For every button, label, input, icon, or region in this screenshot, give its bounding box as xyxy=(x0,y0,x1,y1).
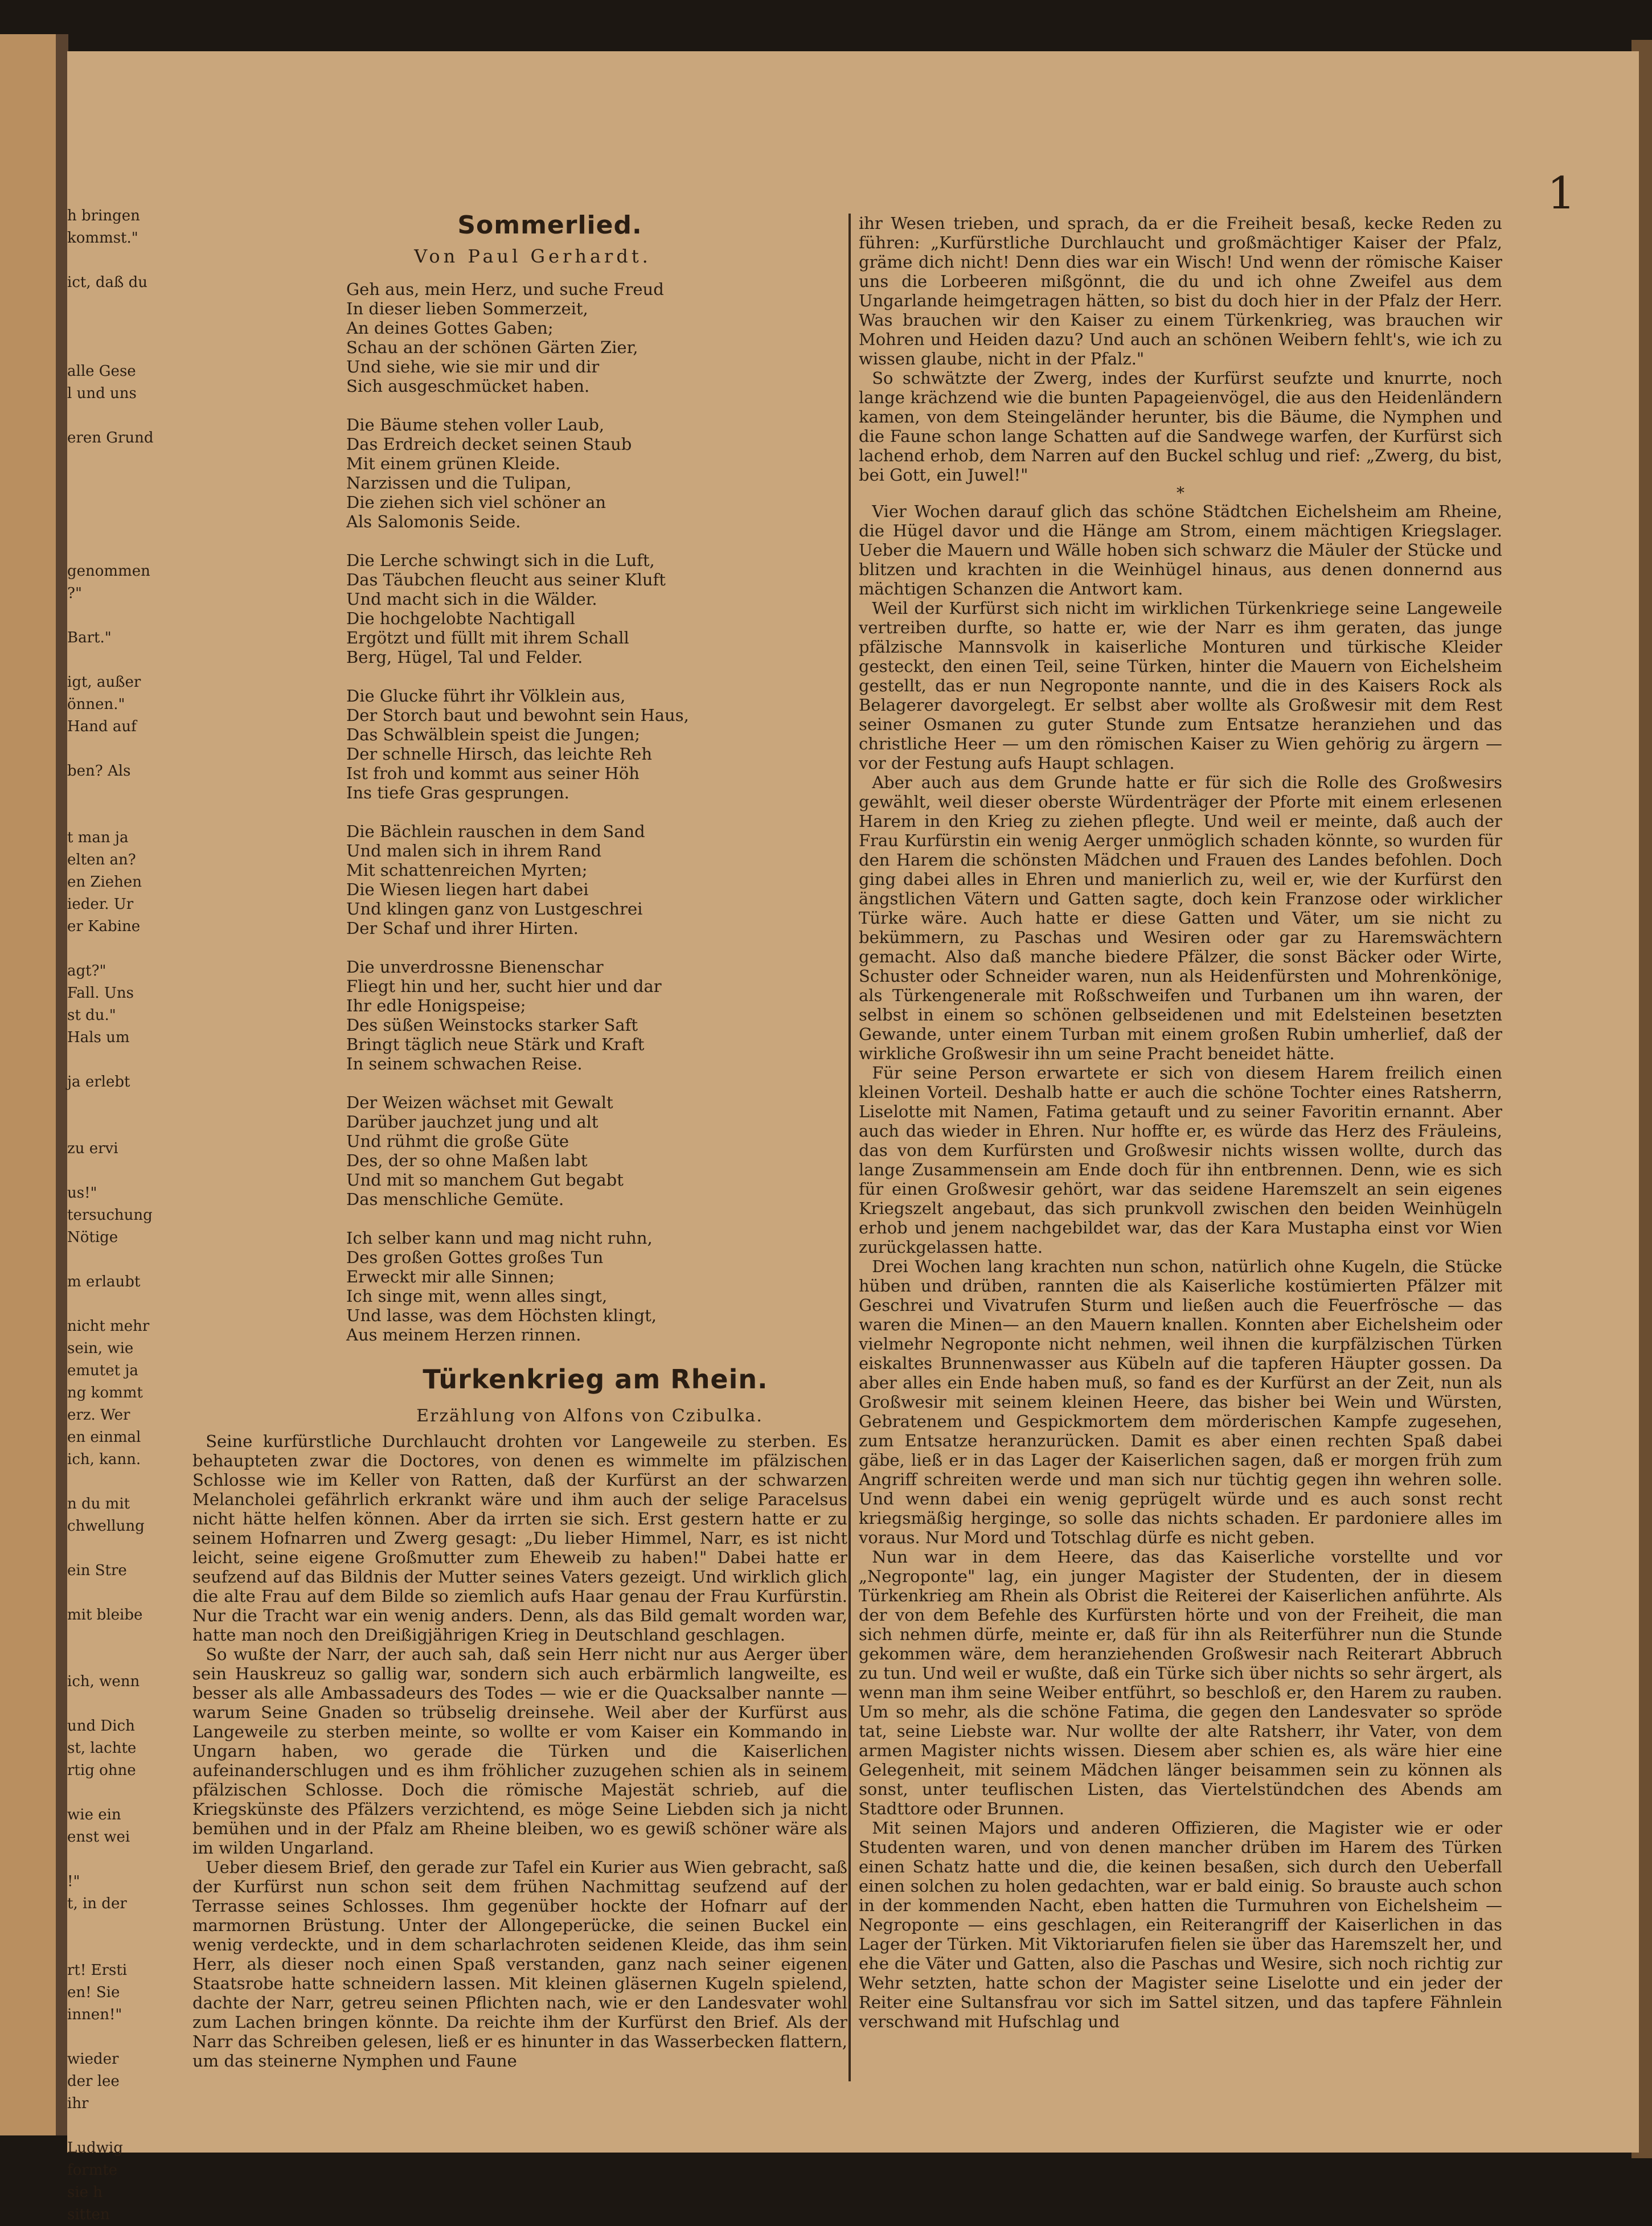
facing-page-fragment: genommen xyxy=(67,563,150,580)
story-paragraph: Aber auch aus dem Grunde hatte er für sich die Rolle des Großwesirs gewählt, weil dieser oberste Würdenträger der Pforte mit einem erlesenen Harem in den Krieg zu ziehen pflegte. Und weil er meinte, daß auch der Frau Kurfürstin ein wenig Aerger unmöglich schaden könnte, so wurden für den Harem die schönsten Mädchen und Frauen des Landes befohlen. Doch ging dabei alles in Ehren und manierlich zu, weil er, wie der Kurfürst den ängstlichen Vätern und Gatten sagte, doch kein Franzose oder wirklicher Türke wäre. Auch hatte er diese Gatten und Väter, um sie nicht zu bekümmern, zu Paschas und Wesiren oder gar zu Haremswächtern gemacht. Also daß manche biedere Pfälzer, die sonst Bäcker oder Wirte, Schuster oder Schneider waren, nun als Heidenfürsten und Mohrenkönige, als Türkengenerale mit Roßschweifen und Turbanen um ihn waren, der selbst in einem so schönen gelbseidenen und mit Edelsteinen besetzten Gewande, unter einem Turban mit einem großen Rubin umherlief, daß der wirkliche Großwesir ihn um seine Pracht beneidet hätte. xyxy=(859,773,1502,1063)
facing-page-fragment xyxy=(67,538,121,560)
story-paragraph: Seine kurfürstliche Durchlaucht drohten vor Langeweile zu sterben. Es behaupteten zwar die Doctores, von denen es wimmelte im pfälzischen Schlosse wie im Keller von Ratten, daß der Kurfürst an der schwarzen Melancholei gefährlich erkrankt wäre und ihm auch der selige Paracelsus nicht hätte helfen können. Aber da irrten sie sich. Erst gestern hatte er zu seinem Hofnarren und Zwerg gesagt: „Du lieber Himmel, Narr, es ist nicht leicht, seine eigene Großmutter zum Eheweib zu haben!" Dabei hatte er seufzend auf das Bildnis der Mutter seines Vaters gezeigt. Und wirklich glich die alte Frau auf dem Bilde so ziemlich aufs Haar genau der Frau Kurfürstin. Nur die Tracht war ein wenig anders. Denn, als das Bild gemalt worden war, hatte man noch den Dreißigjährigen Krieg in Deutschland geschlagen. xyxy=(192,1432,847,1645)
facing-page-fragment: Hand auf xyxy=(67,718,137,735)
facing-page-fragment: rt! Ersti xyxy=(67,1962,128,1979)
poem-verse: Mit schattenreichen Myrten; xyxy=(346,860,588,880)
facing-page-fragment xyxy=(67,2026,121,2048)
poem-title: Sommerlied. xyxy=(457,211,642,240)
facing-page-fragment: Nötige xyxy=(67,1229,118,1246)
poem-verse: Und malen sich in ihrem Rand xyxy=(346,841,602,860)
poem-verse: Darüber jauchzet jung und alt xyxy=(346,1112,599,1132)
poem-verse: Die hochgelobte Nachtigall xyxy=(346,609,575,628)
story-paragraph: Mit seinen Majors und anderen Offizieren, die Magister wie er oder Studenten waren, und von denen mancher drüben im Harem des Türken einen Schatz hatte und die, die keinen besaßen, sich durch den Ueberfall einen solchen zu holen gedachten, war er bald einig. So brauste auch schon in der kommenden Nacht, eben hatten die Turmuhren von Eichelsheim — Negroponte — eins geschlagen, ein Reiterangriff der Kaiserlichen in das Lager der Türken. Mit Viktoriarufen fielen sie über das Haremszelt her, und ehe die Väter und Gatten, also die Paschas und Wesire, sich noch richtig zur Wehr setzten, hatte schon der Magister seine Liselotte und ein jeder der Reiter eine Sultansfrau vor sich im Sattel sitzen, und das tapfere Fähnlein verschwand mit Hufschlag und xyxy=(859,1818,1502,2031)
poem-verse: Mit einem grünen Kleide. xyxy=(346,454,560,473)
facing-page-fragment xyxy=(67,249,121,272)
poem-verse: Ist froh und kommt aus seiner Höh xyxy=(346,764,640,783)
poem-verse: Und klingen ganz von Lustgeschrei xyxy=(346,899,643,919)
facing-page-fragment: igt, außer xyxy=(67,674,141,691)
facing-page-fragment xyxy=(67,1538,121,1560)
poem-verse: Ergötzt und füllt mit ihrem Schall xyxy=(346,628,629,647)
facing-page-fragment: wieder xyxy=(67,2051,119,2068)
story-paragraph: Vier Wochen darauf glich das schöne Städtchen Eichelsheim am Rheine, die Hügel davor und die Hänge am Strom, einem mächtigen Kriegslager. Ueber die Mauern und Wälle hoben sich schwarz die Mäuler der Stücke und blitzen und krachten in die Weinhügel hinaus, aus denen donnernd aus mächtigen Schanzen die Antwort kam. xyxy=(859,502,1502,598)
poem-verse: Die unverdrossne Bienenschar xyxy=(346,957,604,977)
poem-verse: Geh aus, mein Herz, und suche Freud xyxy=(346,280,664,299)
facing-page-fragment: sitten xyxy=(67,2206,110,2223)
facing-page-fragment xyxy=(67,782,121,805)
facing-page-fragment xyxy=(67,1093,121,1116)
facing-page-fragment: ict, daß du xyxy=(67,274,148,291)
facing-page-fragment xyxy=(67,1582,121,1604)
poem-verse: Fliegt hin und her, sucht hier und dar xyxy=(346,977,662,996)
facing-page-fragment: ich, wenn xyxy=(67,1673,140,1690)
facing-page-fragment: emutet ja xyxy=(67,1362,138,1379)
facing-page-fragment: us!" xyxy=(67,1184,97,1202)
facing-page-fragment xyxy=(67,1937,121,1959)
poem-verse: In dieser lieben Sommerzeit, xyxy=(346,299,588,318)
page-number: 1 xyxy=(1547,168,1576,219)
facing-page-fragment: Fall. Uns xyxy=(67,985,134,1002)
facing-page-fragment: m erlaubt xyxy=(67,1273,141,1290)
facing-page-fragment: agt?" xyxy=(67,962,106,979)
facing-page-fragment: erz. Wer xyxy=(67,1407,130,1424)
facing-page-fragment xyxy=(67,472,121,494)
poem-verse: Als Salomonis Seide. xyxy=(346,512,521,531)
poem-verse: Ich selber kann und mag nicht ruhn, xyxy=(346,1228,653,1248)
poem-verse: Des süßen Weinstocks starker Saft xyxy=(346,1015,638,1035)
facing-page-fragment: formte xyxy=(67,2162,118,2179)
facing-page-fragment xyxy=(67,805,121,827)
poem-body xyxy=(249,280,850,1344)
facing-page-fragment xyxy=(67,1848,121,1871)
poem-verse: An deines Gottes Gaben; xyxy=(346,318,554,338)
facing-page-fragment: !" xyxy=(67,1873,80,1890)
facing-page-fragment: chwellung xyxy=(67,1518,145,1535)
poem-verse: Und lasse, was dem Höchsten klingt, xyxy=(346,1306,657,1325)
facing-page-fragment: önnen." xyxy=(67,696,125,713)
poem-verse: Die Lerche schwingt sich in die Luft, xyxy=(346,551,655,570)
poem-stanza xyxy=(346,551,850,667)
poem-verse: Sich ausgeschmücket haben. xyxy=(346,376,590,396)
poem-author: Von Paul Gerhardt. xyxy=(414,245,651,267)
poem-verse: Die Bächlein rauschen in dem Sand xyxy=(346,822,645,841)
facing-page-fragment xyxy=(67,2115,121,2137)
story-paragraph: Für seine Person erwartete er sich von diesem Harem freilich einen kleinen Vorteil. Deshalb hatte er auch die schöne Tochter eines Ratsherrn, Liselotte mit Namen, Fatima getauft und zu seiner Favoritin ernannt. Aber auch das wieder in Ehren. Nur hoffte er, es würde das Herz des Fräuleins, das von dem Kurfürsten und Großwesir nichts wissen wollte, durch das lange Zusammensein am Ende doch für ihn entbrennen. Denn, wie es sich für einen Großwesir gehört, war das seidene Haremszelt an sein eigenes Kriegszelt angebaut, das sich prunkvoll zwischen den beiden Weinhügeln erhob und jenem nachgebildet war, das der Kara Mustapha einst vor Wien zurückgelassen hatte. xyxy=(859,1063,1502,1257)
poem-stanza xyxy=(346,415,850,531)
poem-stanza xyxy=(346,686,850,802)
story-paragraph: Ueber diesem Brief, den gerade zur Tafel ein Kurier aus Wien gebracht, saß der Kurfürst nun schon seit dem frühen Nachmittag seufzend auf der Terrasse seines Schlosses. Ihm gegenüber hockte der Hofnarr auf der marmornen Brüstung. Unter der Allongeperücke, die seinen Buckel ein wenig verdeckte, und in dem scharlachroten seidenen Kleide, das ihm sein Herr, als dieser noch einen Spaß verstanden, ganz nach seiner eigenen Staatsrobe hatte schneidern lassen. Mit kleinen gläsernen Kugeln spielend, dachte der Narr, getreu seinen Pflichten nach, wie er den Landesvater wohl zum Lachen bringen könnte. Da reichte ihm der Kurfürst den Brief. Als der Narr das Schreiben gelesen, ließ er es hinunter in das Wasserbecken flattern, um das steinerne Nymphen und Faune xyxy=(192,1858,847,2071)
story-paragraph: Drei Wochen lang krachten nun schon, natürlich ohne Kugeln, die Stücke hüben und drüben, rannten die als Kaiserliche kostümierten Pfälzer mit Geschrei und Vivatrufen Sturm und ließen auch die Feuerfrösche — das waren die Minen— an den Mauern knallen. Konnten aber Eichelsheim oder vielmehr Negroponte nicht nehmen, weil ihnen die kurpfälzischen Türken eiskaltes Brunnenwasser aus Kübeln auf die tapferen Häupter gossen. Da aber alles ein Ende haben muß, so fand es der Kurfürst an der Zeit, nun als Großwesir mit seinem kleinen Heere, das bisher bei Wein und Würsten, Gebratenem und Gespickmortem dem mörderischen Kampfe zugesehen, zum Entsatze heranzurücken. Damit es aber einen rechten Spaß dabei gäbe, ließ er in das Lager der Kaiserlichen sagen, daß er morgen früh zum Angriff schreiten werde und man sich nur tüchtig gegen ihn wehren solle. Und wenn dabei ein wenig geprügelt würde und es auch sonst recht kriegsmäßig herginge, so solle das nichts schaden. Er pardoniere alles im voraus. Nur Mord und Totschlag dürfe es nicht geben. xyxy=(859,1257,1502,1547)
facing-page-fragment: eren Grund xyxy=(67,429,154,446)
poem-stanza xyxy=(346,1228,850,1344)
poem-stanza xyxy=(346,957,850,1073)
poem-verse: Des großen Gottes großes Tun xyxy=(346,1248,604,1267)
poem-verse: In seinem schwachen Reise. xyxy=(346,1054,583,1073)
facing-page-fragment: mit bleibe xyxy=(67,1606,143,1624)
facing-page-fragment: sie h xyxy=(67,2184,103,2201)
facing-page-fragment: alle Gese xyxy=(67,363,136,380)
left-column xyxy=(192,211,850,2107)
newspaper-page xyxy=(67,51,1639,2223)
facing-page-fragment: rtig ohne xyxy=(67,1762,136,1779)
facing-page-fragment: h bringen xyxy=(67,207,140,224)
facing-page-fragment xyxy=(67,338,121,360)
facing-page-fragment: ben? Als xyxy=(67,763,131,780)
facing-page-fragment xyxy=(67,1693,121,1715)
facing-page-fragment: st du." xyxy=(67,1007,116,1024)
facing-page-fragment: sein, wie xyxy=(67,1340,134,1357)
poem-verse: Das Schwälblein speist die Jungen; xyxy=(346,725,640,744)
story-title: Türkenkrieg am Rhein. xyxy=(423,1364,768,1395)
poem-verse: Und siehe, wie sie mir und dir xyxy=(346,357,600,376)
facing-page-fragment: Bart." xyxy=(67,629,112,646)
poem-verse: Narzissen und die Tulipan, xyxy=(346,473,572,493)
facing-page-fragment: zu ervi xyxy=(67,1140,118,1157)
poem-verse: Bringt täglich neue Stärk und Kraft xyxy=(346,1035,645,1054)
poem-verse: Ich singe mit, wenn alles singt, xyxy=(346,1286,608,1306)
poem-verse: Und mit so manchem Gut begabt xyxy=(346,1170,624,1190)
facing-page-fragment xyxy=(67,605,121,627)
facing-page-fragment xyxy=(67,294,121,316)
story-paragraph: ihr Wesen trieben, und sprach, da er die Freiheit besaß, kecke Reden zu führen: „Kurfürstliche Durchlaucht und großmächtiger Kaiser der Pfalz, gräme dich nicht! Denn dies war ein Wisch! Und wenn der römische Kaiser uns die Lorbeeren mißgönnt, die du und ich ohne Zweifel aus dem Ungarlande heimgetragen hätten, so bist du doch hier in der Pfalz der Herr. Was brauchen wir den Kaiser zu einem Türkenkrieg, was brauchen wir Mohren und Heiden dazu? Und auch an schönen Weibern fehlt's, wie ich zu wissen glaube, nicht in der Pfalz." xyxy=(859,214,1502,368)
facing-page-fragment: innen!" xyxy=(67,2006,122,2023)
facing-page-fragment: t, in der xyxy=(67,1895,127,1912)
poem-stanza xyxy=(346,1093,850,1209)
poem-verse: Das Täubchen fleucht aus seiner Kluft xyxy=(346,570,666,589)
facing-page-fragment xyxy=(67,1915,121,1937)
facing-page-fragment: ein Stre xyxy=(67,1562,127,1579)
facing-page-fragment: en! Sie xyxy=(67,1984,120,2001)
poem-verse: Der Weizen wächset mit Gewalt xyxy=(346,1093,613,1112)
story-paragraph: Weil der Kurfürst sich nicht im wirklichen Türkenkriege seine Langeweile vertreiben durfte, so hatte er, wie der Narr es ihm geraten, das junge pfälzische Mannsvolk in kaiserliche Monturen und türkische Kleider gesteckt, den einen Teil, seine Türken, hinter die Mauern von Eichelsheim gestellt, das er nun Negroponte nannte, und die in des Kaisers Rock als Belagerer davorgelegt. Er selbst aber wollte als Großwesir mit dem Rest seiner Osmanen zu guter Stunde zum Entsatze heranziehen und das christliche Heer — um den römischen Kaiser zu Wien gehörig zu ärgern — vor der Festung aufs Haupt schlagen. xyxy=(859,598,1502,773)
book-gutter xyxy=(56,34,68,2135)
poem-verse: Aus meinem Herzen rinnen. xyxy=(346,1325,581,1344)
facing-page-fragment xyxy=(67,1160,121,1182)
story-byline: Erzählung von Alfons von Czibulka. xyxy=(416,1406,763,1426)
poem-verse: Erweckt mir alle Sinnen; xyxy=(346,1267,555,1286)
facing-page-fragment xyxy=(67,1782,121,1804)
story-text-right xyxy=(847,214,1514,2031)
facing-page-fragment xyxy=(67,405,121,427)
facing-page-fragment xyxy=(67,494,121,516)
facing-page-fragment xyxy=(67,1049,121,1071)
story-paragraph: So wußte der Narr, der auch sah, daß sein Herr nicht nur aus Aerger über sein Hauskreuz so gallig war, sondern sich auch erbärmlich langweilte, es besser als alle Ambassadeurs des Todes — wie er die Quacksalber nannte — warum Seine Gnaden so trübselig dreinsehe. Weil aber der Kurfürst aus Langeweile zu sterben meinte, so wollte er vom Kaiser ein Kommando in Ungarn haben, wo gerade die Türken und die Kaiserlichen aufeinanderschlugen und es ihm fröhlicher zuzugehen schien als in seinem pfälzischen Schlosse. Doch die römische Majestät schrieb, auf die Kriegskünste des Pfälzers verzichtend, es möge Seine Liebden sich ja nicht bemühen und in der Pfalz am Rheine bleiben, wo es gewiß schöner wäre als im wilden Ungarland. xyxy=(192,1645,847,1858)
story-paragraph: Nun war in dem Heere, das das Kaiserliche vorstellte und vor „Negroponte" lag, ein junger Magister der Studenten, der in diesem Türkenkrieg am Rhein als Obrist die Reiterei der Kaiserlichen anführte. Als der von dem Befehle des Kurfürsten hörte und von der Freiheit, die man sich nehmen dürfe, meinte er, daß für ihn als Reiterführer nun die Stunde gekommen wäre, dem heranziehenden Großwesir nach Reiterart Abbruch zu tun. Und weil er wußte, daß ein Türke sich über nichts so sehr ärgert, als wenn man ihm seine Weiber entführt, so beschloß er, den Harem zu rauben. Um so mehr, als die schöne Fatima, die gegen den Landesvater so spröde tat, seine Liebste war. Nur wollte der alte Ratsherr, ihr Vater, von dem armen Magister nichts wissen. Diesem aber schien es, als wäre hier eine Gelegenheit, mit seinem Mädchen länger beisammen sein zu können als sonst, unter teuflischen Listen, das Viertelstündchen des Abends am Stadttore oder Brunnen. xyxy=(859,1547,1502,1818)
poem-stanza xyxy=(346,280,850,396)
poem-verse: Der Schaf und ihrer Hirten. xyxy=(346,919,579,938)
facing-page-fragment: elten an? xyxy=(67,851,136,868)
facing-page-strip xyxy=(0,34,63,2135)
story-paragraph: So schwätzte der Zwerg, indes der Kurfürst seufzte und knurrte, noch lange krächzend wie die bunten Papageienvögel, die aus den Heidenländern kamen, von dem Steingeländer herunter, bis die Bäume, die Nymphen und die Faune schon lange Schatten auf die Sandwege warfen, der Kurfürst sich lachend erhob, dem Narren auf den Buckel schlug und rief: „Zwerg, du bist, bei Gott, ein Juwel!" xyxy=(859,368,1502,485)
poem-verse: Berg, Hügel, Tal und Felder. xyxy=(346,647,583,667)
poem-verse: Der Storch baut und bewohnt sein Haus, xyxy=(346,706,689,725)
facing-page-fragment xyxy=(67,1626,121,1649)
facing-page-fragment: ng kommt xyxy=(67,1384,143,1401)
facing-page-fragment: ich, kann. xyxy=(67,1451,141,1468)
poem-verse: Schau an der schönen Gärten Zier, xyxy=(346,338,638,357)
poem-verse: Ins tiefe Gras gesprungen. xyxy=(346,783,569,802)
facing-page-fragment: t man ja xyxy=(67,829,129,846)
poem-verse: Ihr edle Honigspeise; xyxy=(346,996,526,1015)
poem-verse: Die ziehen sich viel schöner an xyxy=(346,493,606,512)
facing-page-fragment: l und uns xyxy=(67,385,137,402)
poem-verse: Das menschliche Gemüte. xyxy=(346,1190,564,1209)
facing-page-fragment xyxy=(67,938,121,960)
facing-page-fragment: st, lachte xyxy=(67,1740,137,1757)
facing-page-fragment: ieder. Ur xyxy=(67,896,134,913)
story-text-left xyxy=(192,1432,847,2071)
facing-page-fragment: ja erlebt xyxy=(67,1073,130,1091)
facing-page-fragment xyxy=(67,1249,121,1271)
poem-stanza xyxy=(346,822,850,938)
poem-verse: Und macht sich in die Wälder. xyxy=(346,589,597,609)
poem-verse: Die Bäume stehen voller Laub, xyxy=(346,415,605,434)
facing-page-fragment: n du mit xyxy=(67,1495,130,1512)
facing-page-fragment xyxy=(67,1293,121,1315)
section-break-star: * xyxy=(1177,483,1184,502)
poem-verse: Und rühmt die große Güte xyxy=(346,1132,569,1151)
facing-page-fragment: en einmal xyxy=(67,1429,141,1446)
facing-page-fragment: nicht mehr xyxy=(67,1318,150,1335)
facing-page-fragment: ihr xyxy=(67,2095,89,2112)
facing-page-fragment: Hals um xyxy=(67,1029,130,1046)
facing-page-fragment: enst wei xyxy=(67,1829,130,1846)
facing-page-fragments xyxy=(67,205,154,2223)
facing-page-fragment xyxy=(67,449,121,472)
facing-page-fragment: kommst." xyxy=(67,229,138,247)
poem-verse: Der schnelle Hirsch, das leichte Reh xyxy=(346,744,653,764)
facing-page-fragment xyxy=(67,1116,121,1138)
poem-verse: Das Erdreich decket seinen Staub xyxy=(346,434,632,454)
facing-page-fragment xyxy=(67,649,121,671)
poem-verse: Des, der so ohne Maßen labt xyxy=(346,1151,588,1170)
facing-page-fragment xyxy=(67,316,121,338)
poem-verse: Die Glucke führt ihr Völklein aus, xyxy=(346,686,626,706)
facing-page-fragment xyxy=(67,738,121,760)
facing-page-fragment: tersuchung xyxy=(67,1207,153,1224)
right-column xyxy=(847,214,1514,2104)
facing-page-fragment: wie ein xyxy=(67,1806,121,1823)
facing-page-fragment: er Kabine xyxy=(67,918,141,935)
facing-page-fragment xyxy=(67,516,121,538)
facing-page-fragment: und Dich xyxy=(67,1717,135,1735)
facing-page-fragment xyxy=(67,1471,121,1493)
facing-page-fragment: der lee xyxy=(67,2073,120,2090)
facing-page-fragment: en Ziehen xyxy=(67,874,142,891)
facing-page-fragment xyxy=(67,1649,121,1671)
poem-verse: Die Wiesen liegen hart dabei xyxy=(346,880,589,899)
facing-page-fragment: Ludwig xyxy=(67,2139,123,2157)
facing-page-fragment: ?" xyxy=(67,585,82,602)
